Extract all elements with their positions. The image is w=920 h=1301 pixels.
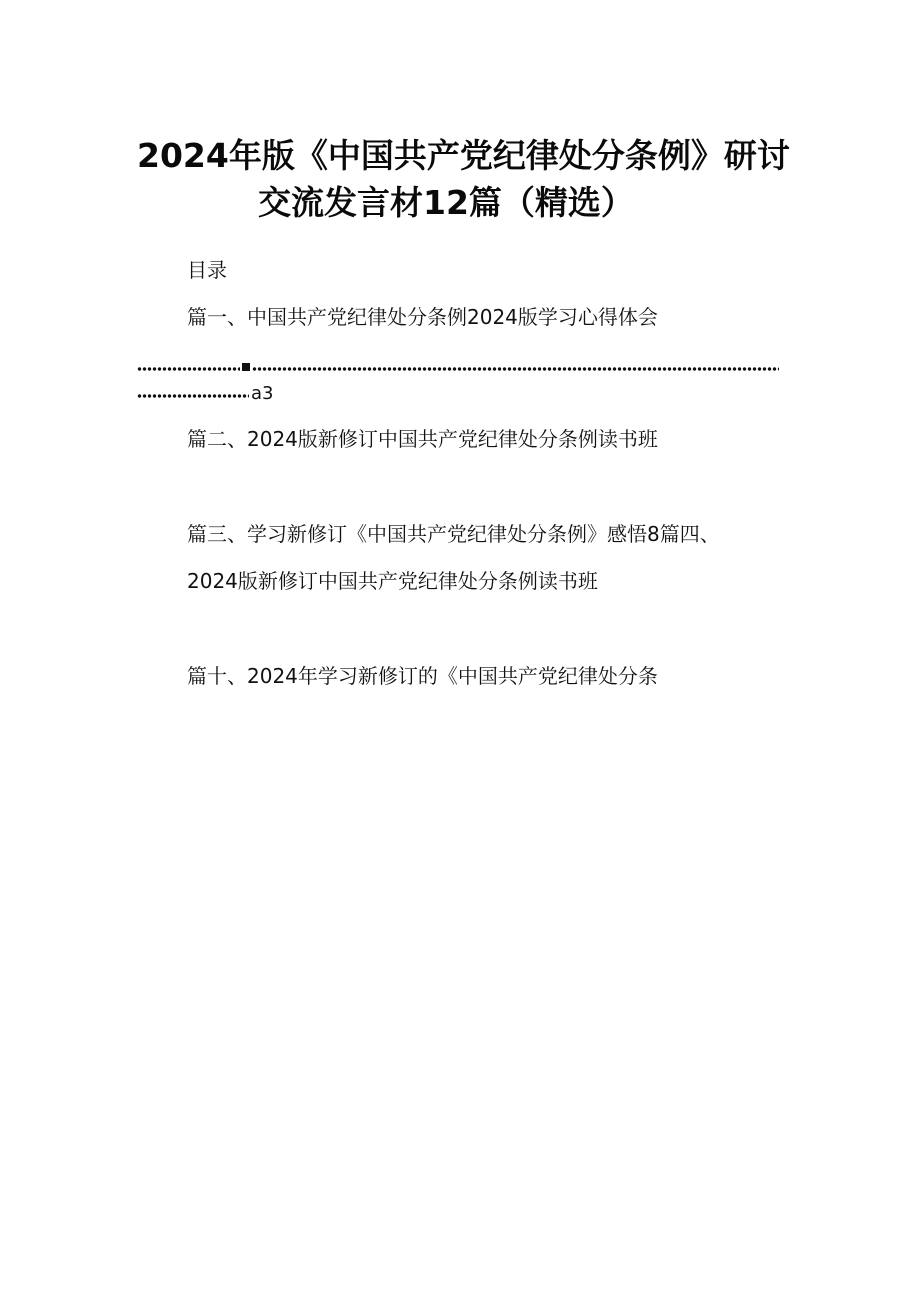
toc-heading: 目录	[187, 258, 227, 282]
toc-leader-dots	[252, 364, 779, 374]
toc-leader-dots	[137, 391, 249, 401]
toc-entry-3: 篇三、学习新修订《中国共产党纪律处分条例》感悟8篇四、	[187, 522, 720, 546]
toc-leader-dots	[137, 364, 240, 374]
document-title-line-1: 2024年版《中国共产党纪律处分条例》研讨	[137, 136, 790, 175]
toc-entry-10: 篇十、2024年学习新修订的《中国共产党纪律处分条	[187, 664, 658, 688]
toc-entry-3-continued: 2024版新修订中国共产党纪律处分条例读书班	[187, 569, 598, 593]
square-marker-icon	[242, 363, 250, 371]
toc-entry-1: 篇一、中国共产党纪律处分条例2024版学习心得体会	[187, 305, 658, 329]
toc-page-ref: a3	[251, 383, 274, 404]
document-title-line-2: 交流发言材12篇（精选）	[258, 183, 634, 222]
toc-entry-2: 篇二、2024版新修订中国共产党纪律处分条例读书班	[187, 427, 658, 451]
